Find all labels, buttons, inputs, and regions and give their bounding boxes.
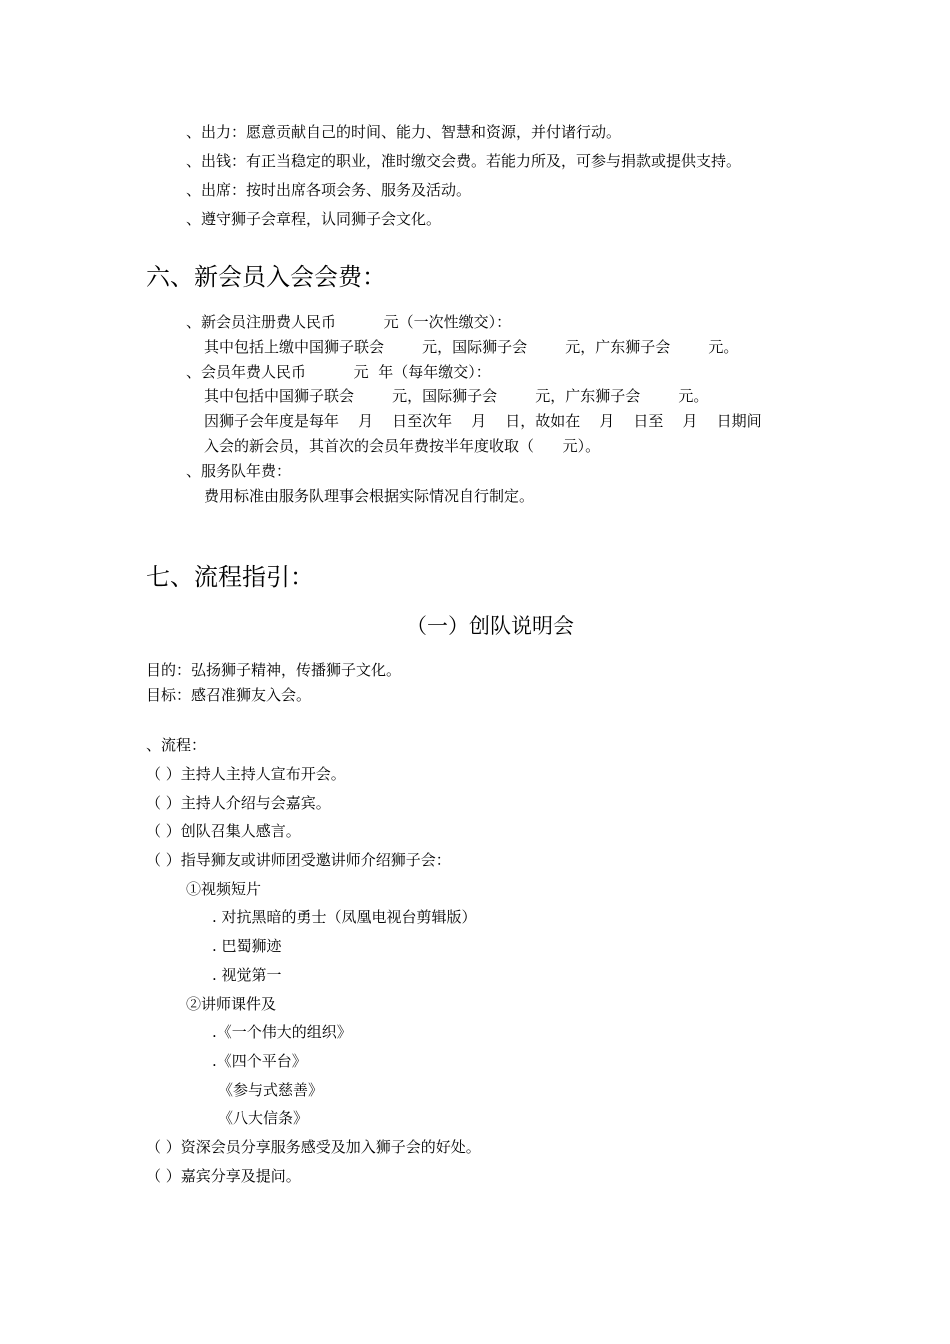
duty-item: 、出钱：有正当稳定的职业，准时缴交会费。若能力所及，可参与捐款或提供支持。: [186, 152, 742, 170]
flow-subitem: .《一个伟大的组织》: [212, 1023, 352, 1041]
fee-line: 、会员年费人民币 元 年（每年缴交）：: [186, 363, 491, 381]
flow-step: （ ）主持人介绍与会嘉宾。: [146, 794, 331, 812]
flow-step: （ ）资深会员分享服务感受及加入狮子会的好处。: [146, 1138, 481, 1156]
section-title: 七、流程指引：: [146, 563, 314, 591]
subsection-title: （一）创队说明会: [406, 614, 574, 638]
flow-subitem: ①视频短片: [186, 880, 262, 898]
flow-step: （ ）主持人主持人宣布开会。: [146, 765, 346, 783]
flow-subitem: 《参与式慈善》: [218, 1081, 324, 1099]
flow-subitem: .《四个平台》: [212, 1052, 307, 1070]
fee-line: 因狮子会年度是每年 月 日至次年 月 日，故如在 月 日至 月 日期间: [204, 412, 762, 430]
flow-step: （ ）嘉宾分享及提问。: [146, 1167, 301, 1185]
purpose-line: 目的：弘扬狮子精神，传播狮子文化。: [146, 661, 402, 679]
flow-step: （ ）创队召集人感言。: [146, 822, 301, 840]
duty-item: 、遵守狮子会章程，认同狮子会文化。: [186, 210, 442, 228]
flow-step: （ ）指导狮友或讲师团受邀讲师介绍狮子会：: [146, 851, 451, 869]
duty-item: 、出力：愿意贡献自己的时间、能力、智慧和资源，并付诸行动。: [186, 123, 622, 141]
duty-item: 、出席：按时出席各项会务、服务及活动。: [186, 181, 472, 199]
section-title: 六、新会员入会会费：: [146, 263, 386, 291]
fee-line: 其中包括上缴中国狮子联会 元，国际狮子会 元，广东狮子会 元。: [204, 338, 739, 356]
flow-subitem: ②讲师课件及: [186, 995, 277, 1013]
fee-line: 、服务队年费：: [186, 462, 292, 480]
flow-subitem: . 视觉第一: [212, 966, 282, 984]
goal-line: 目标：感召准狮友入会。: [146, 686, 312, 704]
flow-subitem: . 对抗黑暗的勇士（凤凰电视台剪辑版）: [212, 908, 477, 926]
flow-label: 、流程：: [146, 736, 207, 754]
fee-line: 入会的新会员，其首次的会员年费按半年度收取（ 元）。: [204, 437, 601, 455]
fee-line: 其中包括中国狮子联会 元，国际狮子会 元，广东狮子会 元。: [204, 387, 709, 405]
fee-line: 费用标准由服务队理事会根据实际情况自行制定。: [204, 487, 535, 505]
flow-subitem: . 巴蜀狮迹: [212, 937, 282, 955]
fee-line: 、新会员注册费人民币 元（一次性缴交）：: [186, 313, 512, 331]
flow-subitem: 《八大信条》: [218, 1109, 309, 1127]
